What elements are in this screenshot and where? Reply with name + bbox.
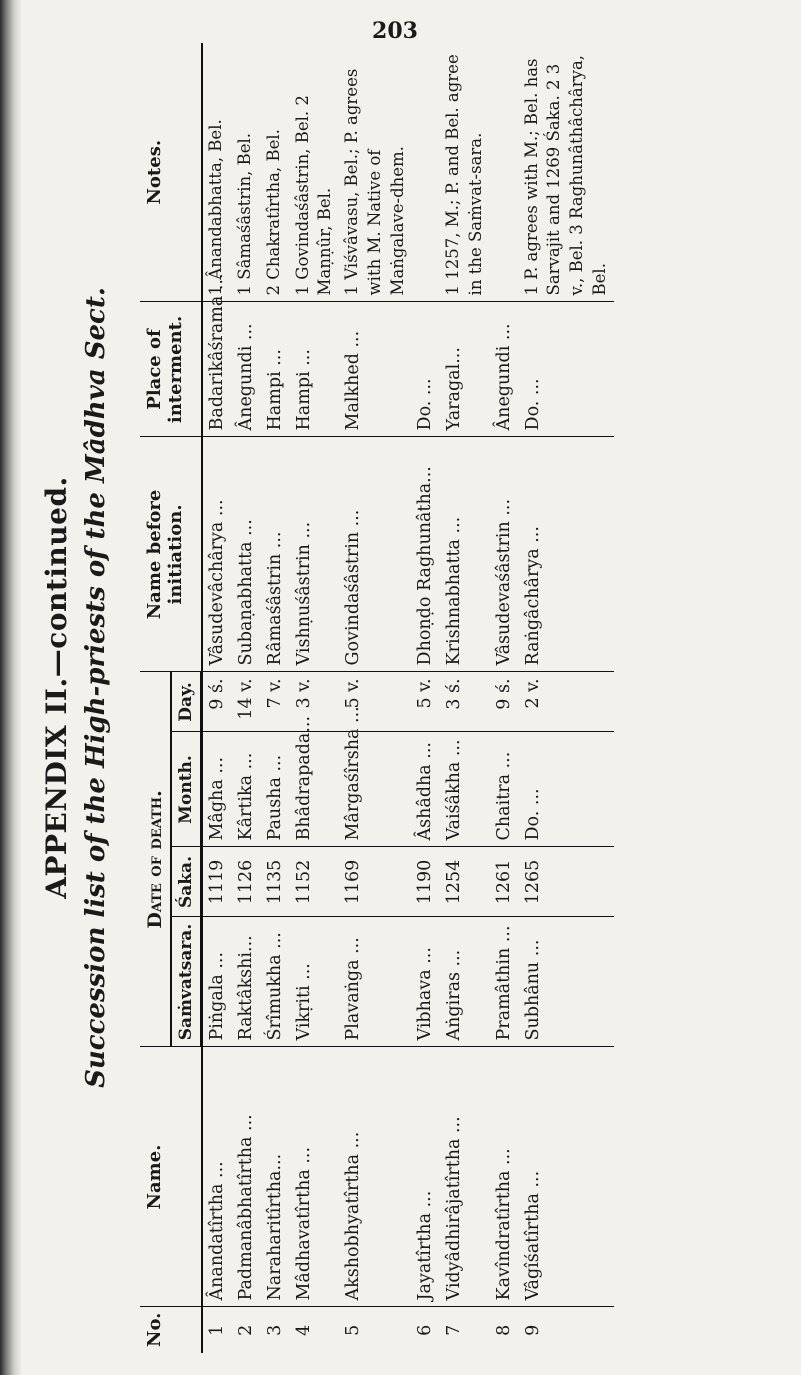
cell-samvatsara: Plavaṅga ... <box>339 917 411 1047</box>
cell-name: Vidyâdhirâjatîrtha ... <box>440 1047 490 1307</box>
cell-place: Ânegundi ... <box>490 302 519 437</box>
header-day: Day. <box>171 672 202 732</box>
table-row <box>202 43 232 1353</box>
table-row <box>490 43 519 1353</box>
cell-saka: 1119 <box>202 847 232 917</box>
cell-month: Mâgha ... <box>202 732 232 847</box>
cell-name: Ânandatîrtha ... <box>202 1047 232 1307</box>
cell-place: Hampi ... <box>261 302 290 437</box>
cell-no: 8 <box>490 1307 519 1353</box>
cell-place: Hampi ... <box>290 302 340 437</box>
cell-name-before-initiation: Subaṇabhatta ... <box>232 437 261 672</box>
cell-no: 7 <box>440 1307 490 1353</box>
cell-place: Ânegundi ... <box>232 302 261 437</box>
table-row <box>440 43 490 1353</box>
page-heading <box>40 0 111 1375</box>
cell-month: Vaiśâkha ... <box>440 732 490 847</box>
cell-place: Badarikâśrama ... <box>202 302 232 437</box>
cell-month: Do. ... <box>519 732 614 847</box>
cell-name: Kavîndratîrtha ... <box>490 1047 519 1307</box>
cell-samvatsara: Piṅgala ... <box>202 917 232 1047</box>
header-no: No. <box>140 1307 202 1353</box>
cell-saka: 1135 <box>261 847 290 917</box>
binding-shadow <box>0 0 22 1375</box>
rotated-page-content <box>22 0 801 1375</box>
header-name: Name. <box>140 1047 202 1307</box>
cell-notes: 1 Ânandabhatta, Bel. <box>205 119 225 296</box>
cell-name-before-initiation: Râmaśâstrin ... <box>261 437 290 672</box>
header-place-of-interment: Place of interment. <box>140 302 202 437</box>
cell-month: Pausha ... <box>261 732 290 847</box>
cell-notes: 1 1257, M.; P. and Bel. agree in the Saṁvat-sara. <box>443 54 485 296</box>
cell-place: Malkhed ... <box>339 302 411 437</box>
cell-no: 5 <box>339 1307 411 1353</box>
cell-month: Mârgaśîrsha ... <box>339 732 411 847</box>
cell-name-before-initiation: Govindaśâstrin ... <box>339 437 411 672</box>
cell-samvatsara: Pramâthin ... <box>490 917 519 1047</box>
cell-name-before-initiation: Vâsudevâchârya ... <box>202 437 232 672</box>
cell-name-before-initiation: Vishṇuśâstrin ... <box>290 437 340 672</box>
cell-no: 4 <box>290 1307 340 1353</box>
table-row <box>339 43 411 1353</box>
cell-day: 14 v. <box>232 672 261 732</box>
cell-place: Do. ... <box>519 302 614 437</box>
cell-samvatsara: Vikṛiti ... <box>290 917 340 1047</box>
cell-saka: 1265 <box>519 847 614 917</box>
cell-samvatsara: Śrîmukha ... <box>261 917 290 1047</box>
header-name-before-initiation: Name before initiation. <box>140 437 202 672</box>
cell-place: Yaragal... <box>440 302 490 437</box>
table-subtitle: Succession list of the High-priests of the Mâdhva Sect. <box>81 287 111 1088</box>
cell-day: 3 v. <box>290 672 340 732</box>
cell-notes <box>490 43 519 302</box>
cell-no: 9 <box>519 1307 614 1353</box>
succession-table <box>140 43 614 1353</box>
cell-name: Padmanâbhatîrtha ... <box>232 1047 261 1307</box>
cell-name: Mâdhavatîrtha ... <box>290 1047 340 1307</box>
cell-notes: 1 Sâmaśâstrin, Bel. <box>234 132 254 296</box>
succession-table-wrap <box>140 43 614 1353</box>
cell-notes: 1 P. agrees with M.; Bel. has Sarvajit and 1269 Śaka. 2 3 v., Bel. 3 Raghunâthâchârya, Bel. <box>521 54 609 296</box>
cell-name: Akshobhyatîrtha ... <box>339 1047 411 1307</box>
cell-name: Naraharitîrtha... <box>261 1047 290 1307</box>
cell-month: Âshâdha ... <box>411 732 440 847</box>
cell-saka: 1190 <box>411 847 440 917</box>
cell-day: 7 v. <box>261 672 290 732</box>
cell-no: 3 <box>261 1307 290 1353</box>
cell-name: Vâgîśatîrtha ... <box>519 1047 614 1307</box>
cell-no: 1 <box>202 1307 232 1353</box>
header-samvatsara: Saṁvatsara. <box>171 917 202 1047</box>
cell-day: 3 ś. <box>440 672 490 732</box>
cell-day: 2 v. <box>519 672 614 732</box>
cell-saka: 1169 <box>339 847 411 917</box>
cell-name-before-initiation: Dhoṇḍo Raghunâtha... <box>411 437 440 672</box>
cell-no: 6 <box>411 1307 440 1353</box>
cell-samvatsara: Aṅgiras ... <box>440 917 490 1047</box>
header-notes: Notes. <box>140 43 202 302</box>
cell-saka: 1126 <box>232 847 261 917</box>
table-row <box>261 43 290 1353</box>
cell-month: Chaitra ... <box>490 732 519 847</box>
cell-name-before-initiation: Raṅgâchârya ... <box>519 437 614 672</box>
cell-samvatsara: Vibhava ... <box>411 917 440 1047</box>
cell-name-before-initiation: Krishnabhatta ... <box>440 437 490 672</box>
cell-place: Do. ... <box>411 302 440 437</box>
table-row <box>519 43 614 1353</box>
cell-notes <box>411 43 440 302</box>
cell-day: 5 v. <box>411 672 440 732</box>
cell-saka: 1261 <box>490 847 519 917</box>
table-row <box>290 43 340 1353</box>
page-number: 203 <box>372 18 418 44</box>
cell-notes: 1 Govindaśâstrin, Bel. 2 Maṇṇûr, Bel. <box>292 95 335 296</box>
cell-notes: 2 Chakratîrtha, Bel. <box>263 129 283 296</box>
cell-day: 5 v. <box>339 672 411 732</box>
table-row <box>411 43 440 1353</box>
cell-day: 9 ś. <box>490 672 519 732</box>
header-date-of-death: Date of death. <box>140 672 171 1047</box>
cell-name: Jayatîrtha ... <box>411 1047 440 1307</box>
cell-month: Kârtika ... <box>232 732 261 847</box>
cell-day: 9 ś. <box>202 672 232 732</box>
cell-notes: 1 Viśvâvasu, Bel.; P. agrees with M. Native of Maṅgalave-dhem. <box>342 68 407 296</box>
cell-saka: 1152 <box>290 847 340 917</box>
cell-name-before-initiation: Vâsudevaśâstrin ... <box>490 437 519 672</box>
table-body <box>202 43 614 1353</box>
header-month: Month. <box>171 732 202 847</box>
table-row <box>232 43 261 1353</box>
cell-samvatsara: Subhânu ... <box>519 917 614 1047</box>
cell-saka: 1254 <box>440 847 490 917</box>
appendix-title: APPENDIX II.—continued. <box>40 476 73 899</box>
cell-no: 2 <box>232 1307 261 1353</box>
cell-samvatsara: Raktâkshi... <box>232 917 261 1047</box>
header-saka: Śaka. <box>171 847 202 917</box>
cell-month: Bhâdrapada... <box>290 732 340 847</box>
